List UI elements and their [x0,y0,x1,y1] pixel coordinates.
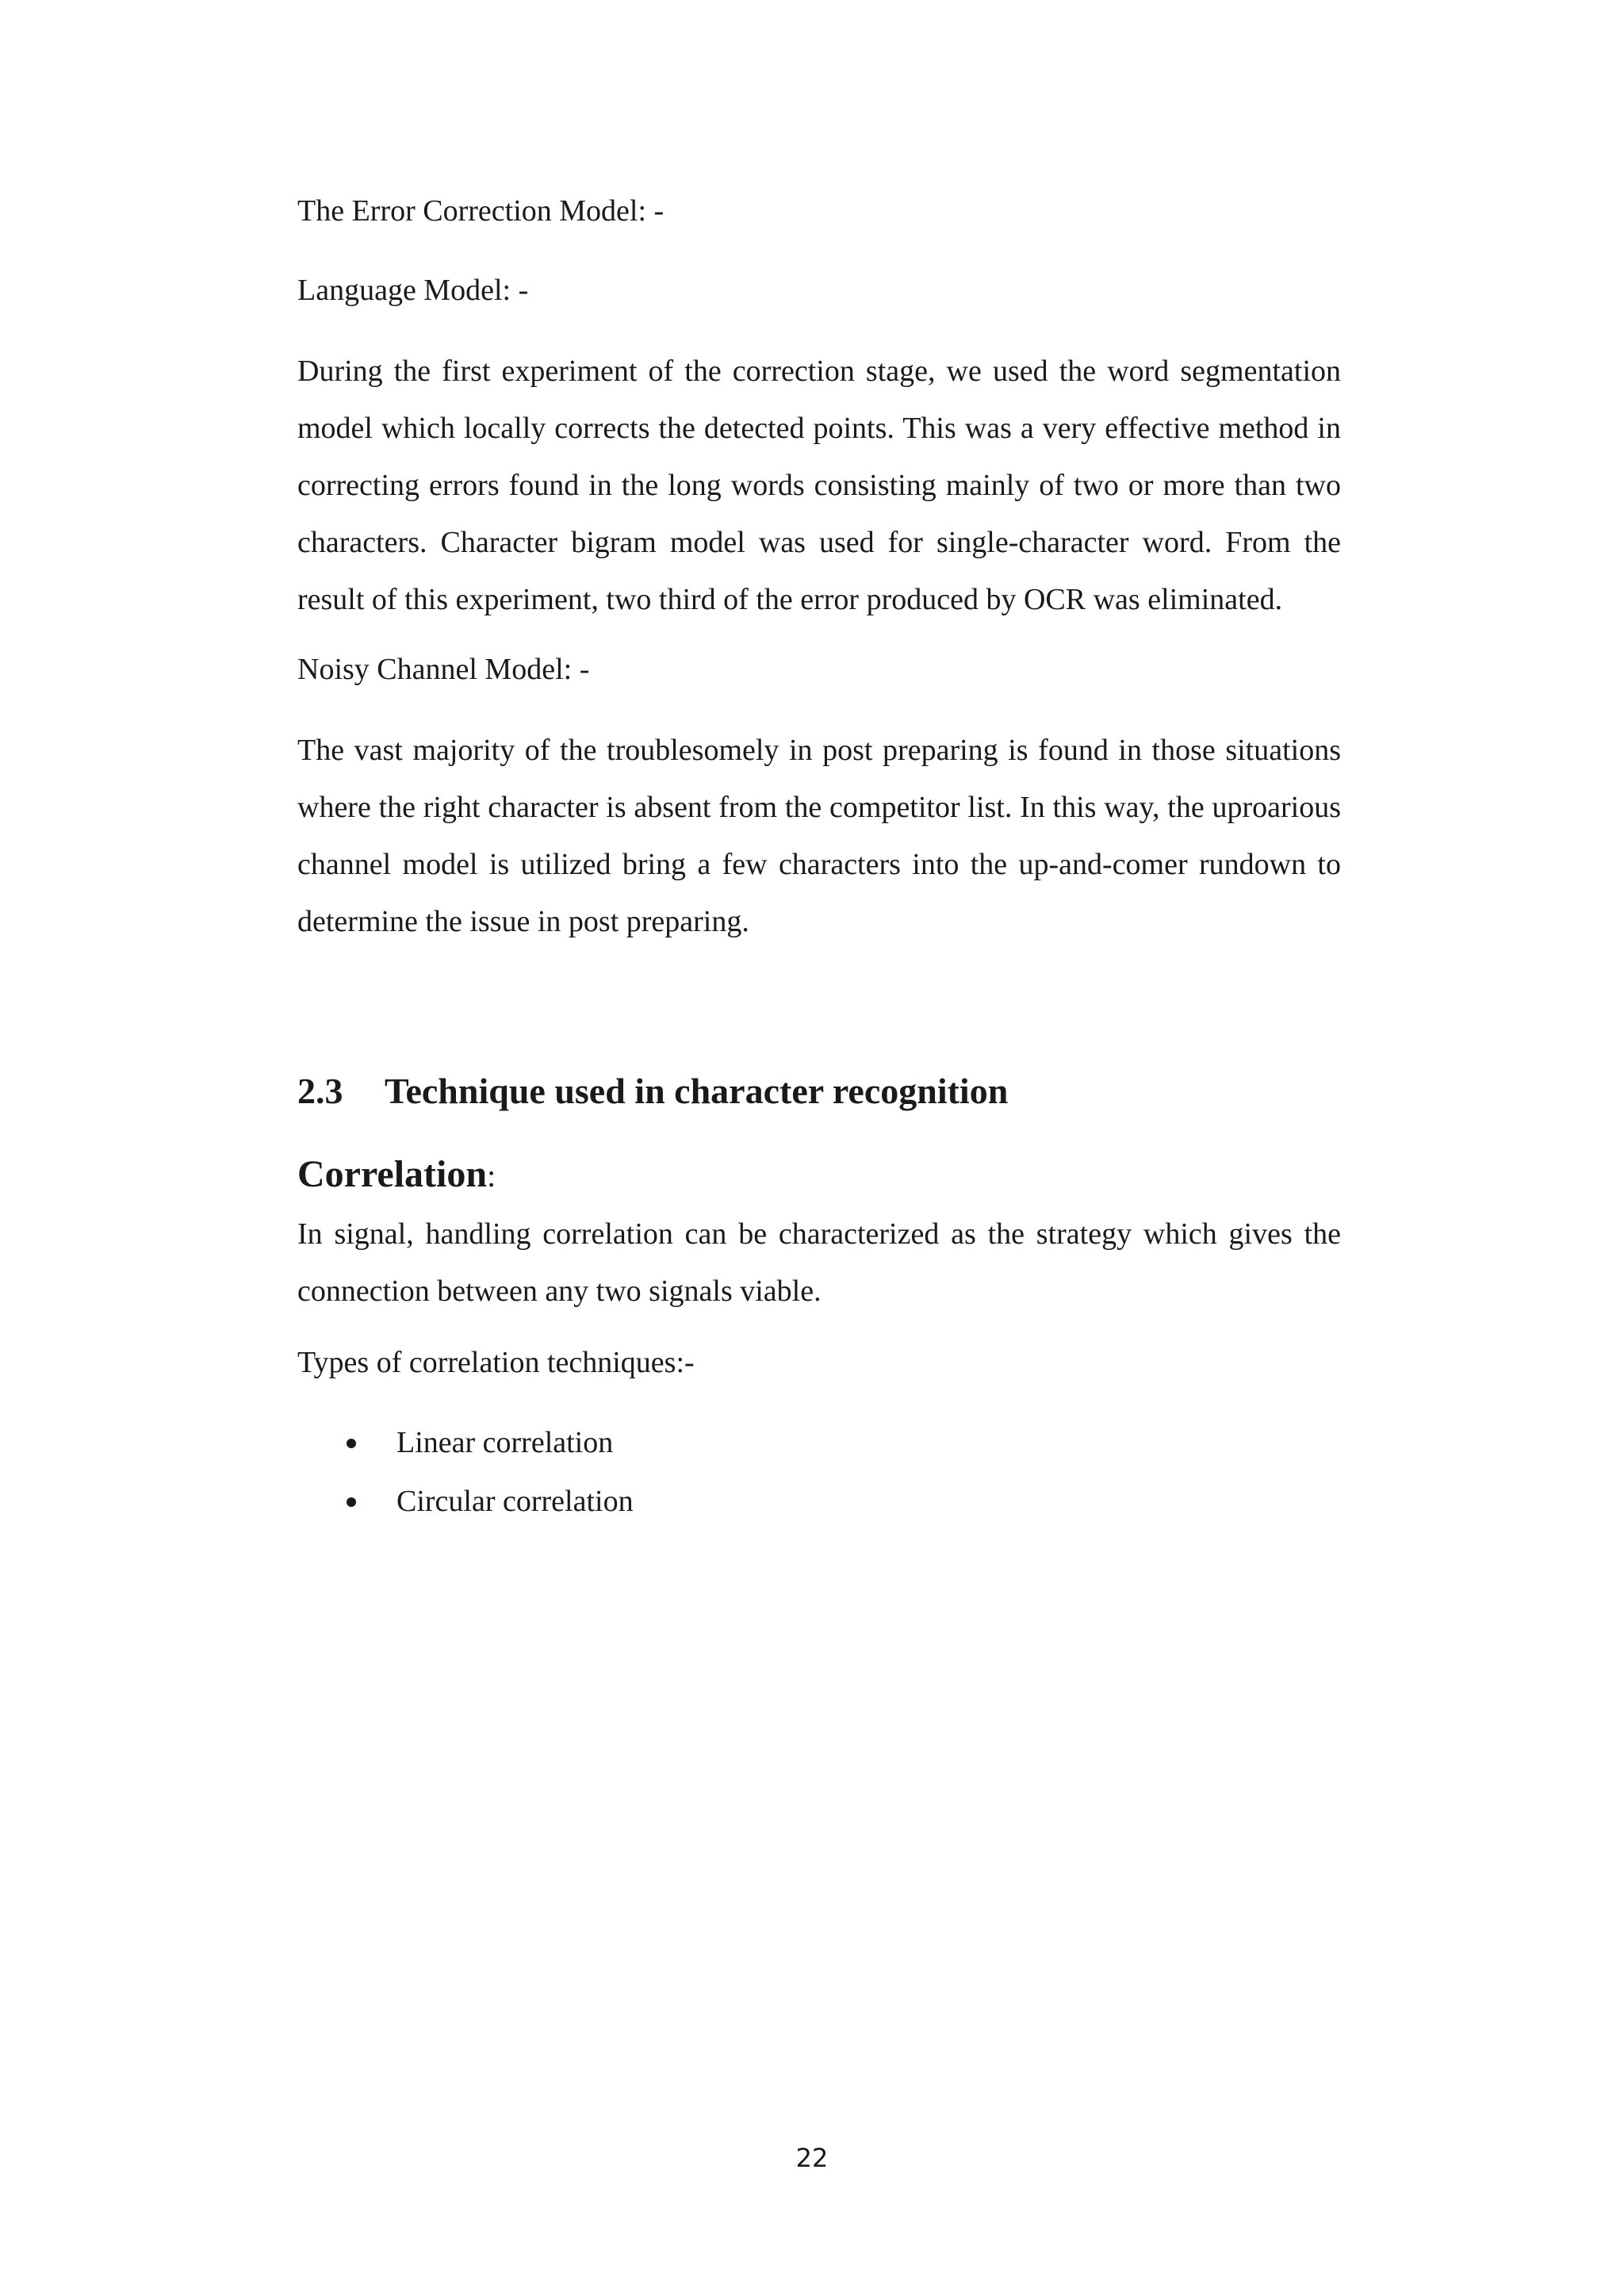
section-title: Technique used in character recognition [385,1071,1009,1111]
list-item-text: Linear correlation [396,1426,614,1459]
correlation-types-label: Types of correlation techniques:- [297,1346,695,1379]
noisy-channel-label: Noisy Channel Model: - [297,653,590,686]
correlation-heading-text: Correlation [297,1153,488,1195]
list-item [297,1413,1341,1472]
bullet-icon [347,1439,356,1448]
correlation-heading-colon: : [487,1158,496,1194]
page-number: 22 [795,2143,829,2173]
error-correction-label: The Error Correction Model: - [297,194,665,228]
list-item [297,1472,1341,1531]
page-content [297,190,1341,1531]
noisy-channel-paragraph: The vast majority of the troublesomely in post preparing is found in those situations where the right character is absent from the competitor list. In this way, the uproarious channel model is utilized bring a few characters into the up-and-comer rundown to determine the issue in post preparing. [297,734,1341,938]
bullet-icon [347,1497,356,1507]
correlation-types-list [297,1413,1341,1531]
language-model-paragraph: During the first experiment of the correction stage, we used the word segmentation model which locally corrects the detected points. This was a very effective method in correcting errors found in the long words consisting mainly of two or more than two characters. Character bigram model was used for single-character word. From the result of this experiment, two third of the error produced by OCR was eliminated. [297,355,1341,616]
section-number: 2.3 [297,1071,343,1111]
correlation-paragraph: In signal, handling correlation can be characterized as the strategy which gives the connection between any two signals viable. [297,1217,1341,1308]
correlation-heading [297,1150,1341,1201]
language-model-label: Language Model: - [297,274,529,307]
list-item-text: Circular correlation [396,1485,634,1518]
section-heading [297,1068,1341,1115]
